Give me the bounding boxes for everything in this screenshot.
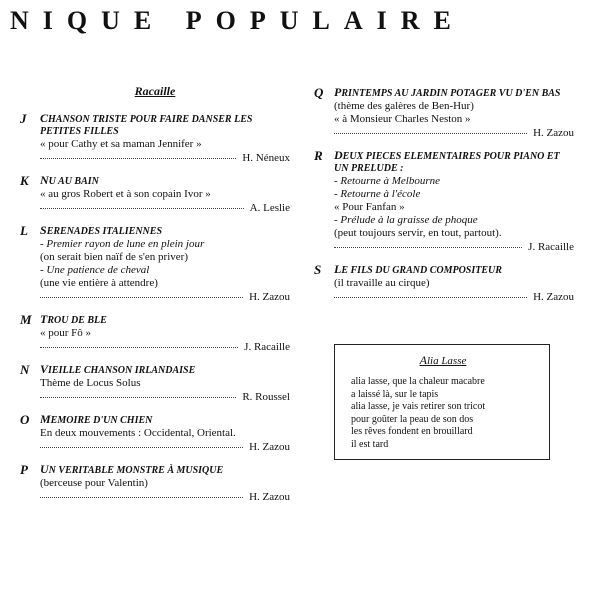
- poem-line: a laissé là, sur le tapis: [351, 388, 439, 400]
- track-credit: [40, 340, 290, 354]
- poem-line: les rêves fondent en brouillard: [351, 426, 473, 437]
- track-letter: N: [20, 362, 30, 377]
- track-title: TROU DE BLE: [40, 312, 107, 326]
- track-note: « Pour Fanfan »: [334, 201, 405, 213]
- poem-text: [351, 376, 535, 451]
- composer-name: H. Zazou: [533, 291, 574, 303]
- track-note: - Premier rayon de lune en plein jour: [40, 238, 205, 250]
- track-letter: K: [20, 173, 29, 188]
- composer-name: H. Zazou: [249, 491, 290, 503]
- track-credit: [40, 440, 290, 454]
- dotted-leader: [334, 297, 527, 298]
- track-entry: [20, 174, 290, 215]
- track-title: UN VERITABLE MONSTRE À MUSIQUE: [40, 462, 224, 476]
- track-credit: [334, 290, 574, 304]
- composer-name: R. Roussel: [242, 391, 290, 403]
- section-title: Racaille: [134, 84, 176, 98]
- composer-name: H. Néneux: [242, 152, 290, 164]
- track-entry: [314, 149, 574, 254]
- track-note: « à Monsieur Charles Neston »: [334, 113, 471, 125]
- track-note: - Retourne à Melbourne: [334, 175, 440, 187]
- track-note: « pour Cathy et sa maman Jennifer »: [40, 138, 202, 150]
- poem-box: [334, 344, 550, 460]
- track-note: - Retourne à l'école: [334, 188, 421, 200]
- dotted-leader: [40, 158, 236, 159]
- dotted-leader: [334, 133, 527, 134]
- track-note: (une vie entière à attendre): [40, 277, 158, 289]
- composer-name: H. Zazou: [249, 441, 290, 453]
- track-entry: [20, 112, 290, 165]
- track-letter: S: [314, 262, 322, 277]
- track-note: En deux mouvements : Occidental, Oriental.: [40, 427, 236, 439]
- track-title: DEUX PIECES ELEMENTAIRES POUR PIANO ET UN PRELUDE :: [334, 148, 560, 174]
- track-title: VIEILLE CHANSON IRLANDAISE: [40, 362, 196, 376]
- track-letter: P: [20, 462, 28, 477]
- track-title: PRINTEMPS AU JARDIN POTAGER VU D'EN BAS: [334, 85, 561, 99]
- poem-title: Alia Lasse: [419, 353, 467, 367]
- composer-name: J. Racaille: [244, 341, 290, 353]
- track-letter: M: [20, 312, 32, 327]
- track-note: (berceuse pour Valentin): [40, 477, 148, 489]
- track-title: NU AU BAIN: [40, 173, 99, 187]
- track-letter: R: [314, 148, 323, 163]
- track-note: Thème de Locus Solus: [40, 377, 141, 389]
- track-credit: [40, 290, 290, 304]
- track-note: (thème des galères de Ben-Hur): [334, 100, 474, 112]
- poem-line: alia lasse, je vais retirer son tricot: [351, 401, 486, 412]
- track-entry: [20, 463, 290, 504]
- track-note: « pour Fô »: [40, 327, 92, 339]
- dotted-leader: [40, 347, 238, 348]
- poem-line: il est tard: [351, 438, 389, 450]
- dotted-leader: [334, 247, 522, 248]
- composer-name: A. Leslie: [249, 202, 290, 214]
- track-note: - Une patience de cheval: [40, 264, 150, 276]
- left-column: [20, 112, 290, 513]
- dotted-leader: [40, 497, 243, 498]
- track-note: (on serait bien naïf de s'en priver): [40, 251, 188, 263]
- dotted-leader: [40, 447, 243, 448]
- track-note: « au gros Robert et à son copain Ivor »: [40, 188, 211, 200]
- dotted-leader: [40, 297, 243, 298]
- composer-name: H. Zazou: [533, 127, 574, 139]
- track-entry: [20, 313, 290, 354]
- track-credit: [334, 240, 574, 254]
- track-entry: [20, 363, 290, 404]
- track-title: CHANSON TRISTE POUR FAIRE DANSER LES PETITES FILLES: [40, 111, 253, 137]
- poem-line: pour goûter la peau de son dos: [351, 413, 474, 425]
- track-credit: [334, 126, 574, 140]
- track-credit: [40, 201, 290, 215]
- track-letter: O: [20, 412, 30, 427]
- track-title: LE FILS DU GRAND COMPOSITEUR: [334, 262, 502, 276]
- track-letter: Q: [314, 85, 324, 100]
- track-entry: [20, 224, 290, 304]
- track-note: (il travaille au cirque): [334, 277, 430, 289]
- page-banner: NIQUE POPULAIRE: [10, 6, 465, 35]
- track-entry: [20, 413, 290, 454]
- dotted-leader: [40, 208, 244, 209]
- track-note: - Prélude à la graisse de phoque: [334, 214, 478, 226]
- track-title: MEMOIRE D'UN CHIEN: [40, 412, 153, 426]
- track-credit: [40, 151, 290, 165]
- track-letter: J: [20, 111, 27, 126]
- track-credit: [40, 490, 290, 504]
- composer-name: H. Zazou: [249, 291, 290, 303]
- track-letter: L: [20, 223, 28, 238]
- right-column: [314, 86, 574, 313]
- poem-line: alia lasse, que la chaleur macabre: [351, 376, 485, 387]
- track-credit: [40, 390, 290, 404]
- track-title: SERENADES ITALIENNES: [40, 223, 163, 237]
- track-note: (peut toujours servir, en tout, partout).: [334, 227, 502, 239]
- track-entry: [314, 86, 574, 140]
- track-entry: [314, 263, 574, 304]
- dotted-leader: [40, 397, 236, 398]
- composer-name: J. Racaille: [528, 241, 574, 253]
